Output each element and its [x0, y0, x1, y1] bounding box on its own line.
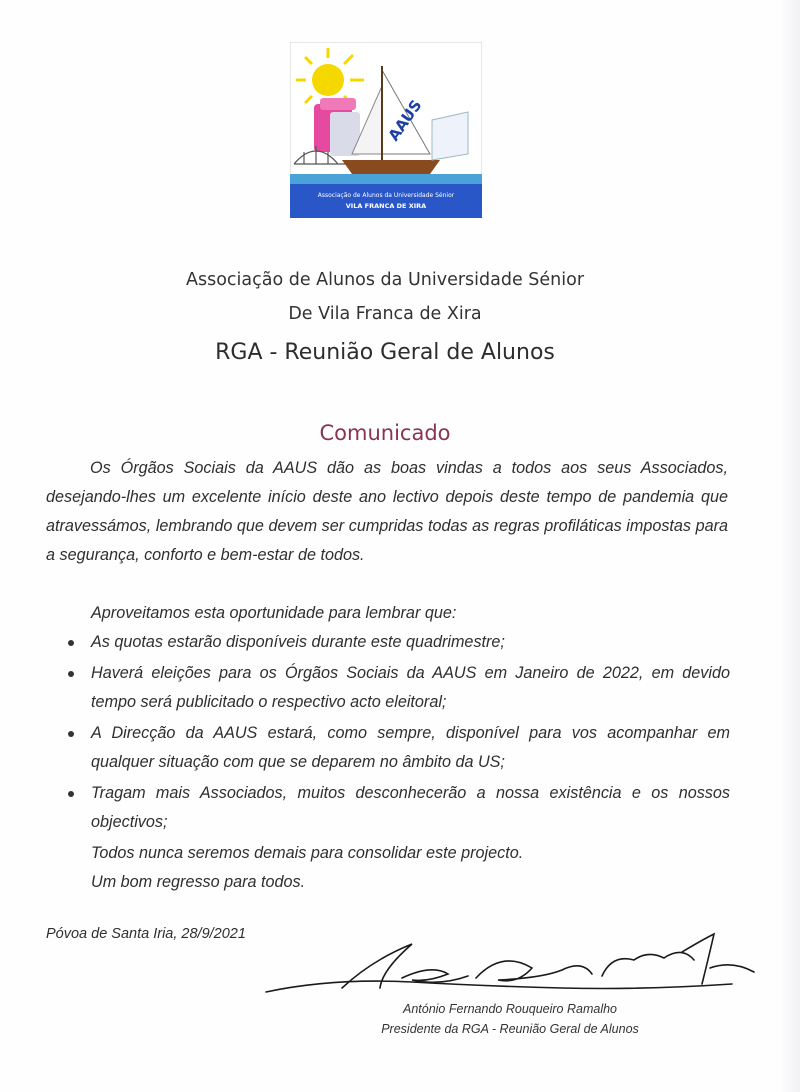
bullet-icon — [68, 671, 74, 677]
signer-role: Presidente da RGA - Reunião Geral de Alunos — [381, 1022, 639, 1036]
bullet-icon — [68, 640, 74, 646]
page-edge-shadow — [778, 0, 800, 1092]
reminder-list — [62, 628, 730, 839]
bullet-icon — [68, 731, 74, 737]
signature — [262, 930, 762, 1010]
list-item: Haverá eleições para os Órgãos Sociais da AAUS em Janeiro de 2022, em devido tempo será publicitado o respectivo acto eleitoral; — [62, 659, 730, 717]
closing-line-1: Todos nunca seremos demais para consolidar este projecto. — [91, 844, 524, 862]
reminder-intro: Aproveitamos esta oportunidade para lembrar que: — [91, 604, 457, 622]
signer-name: António Fernando Rouqueiro Ramalho — [402, 1002, 618, 1016]
place-date: Póvoa de Santa Iria, 28/9/2021 — [46, 926, 246, 942]
document-title: Comunicado — [319, 421, 451, 445]
logo-acronym: AAUS — [384, 96, 426, 145]
logo-text-line2: VILA FRANCA DE XIRA — [345, 202, 427, 210]
bullet-icon — [68, 791, 74, 797]
association-name: Associação de Alunos da Universidade Sénior — [185, 270, 585, 290]
logo-text-line1: Associação de Alunos da Universidade Sénior — [317, 192, 455, 199]
welcome-paragraph: Os Órgãos Sociais da AAUS dão as boas vindas a todos aos seus Associados, desejando-lhes um excelente início deste ano lectivo depois deste tempo de pandemia que atravessámos, lembrando que devem ser cumpridas todas as regras profiláticas impostas para a segurança, conforto e bem-estar de todos. — [46, 459, 728, 564]
meeting-title: RGA - Reunião Geral de Alunos — [215, 340, 555, 365]
list-item: As quotas estarão disponíveis durante este quadrimestre; — [62, 628, 730, 657]
list-item: A Direcção da AAUS estará, como sempre, disponível para vos acompanhar em qualquer situação com que se deparem no âmbito da US; — [62, 719, 730, 777]
aaus-logo — [290, 42, 482, 218]
closing-line-2: Um bom regresso para todos. — [91, 873, 306, 891]
association-location: De Vila Franca de Xira — [288, 304, 482, 324]
list-item: Tragam mais Associados, muitos desconhecerão a nossa existência e os nossos objectivos; — [62, 779, 730, 837]
books-icon — [314, 98, 360, 156]
